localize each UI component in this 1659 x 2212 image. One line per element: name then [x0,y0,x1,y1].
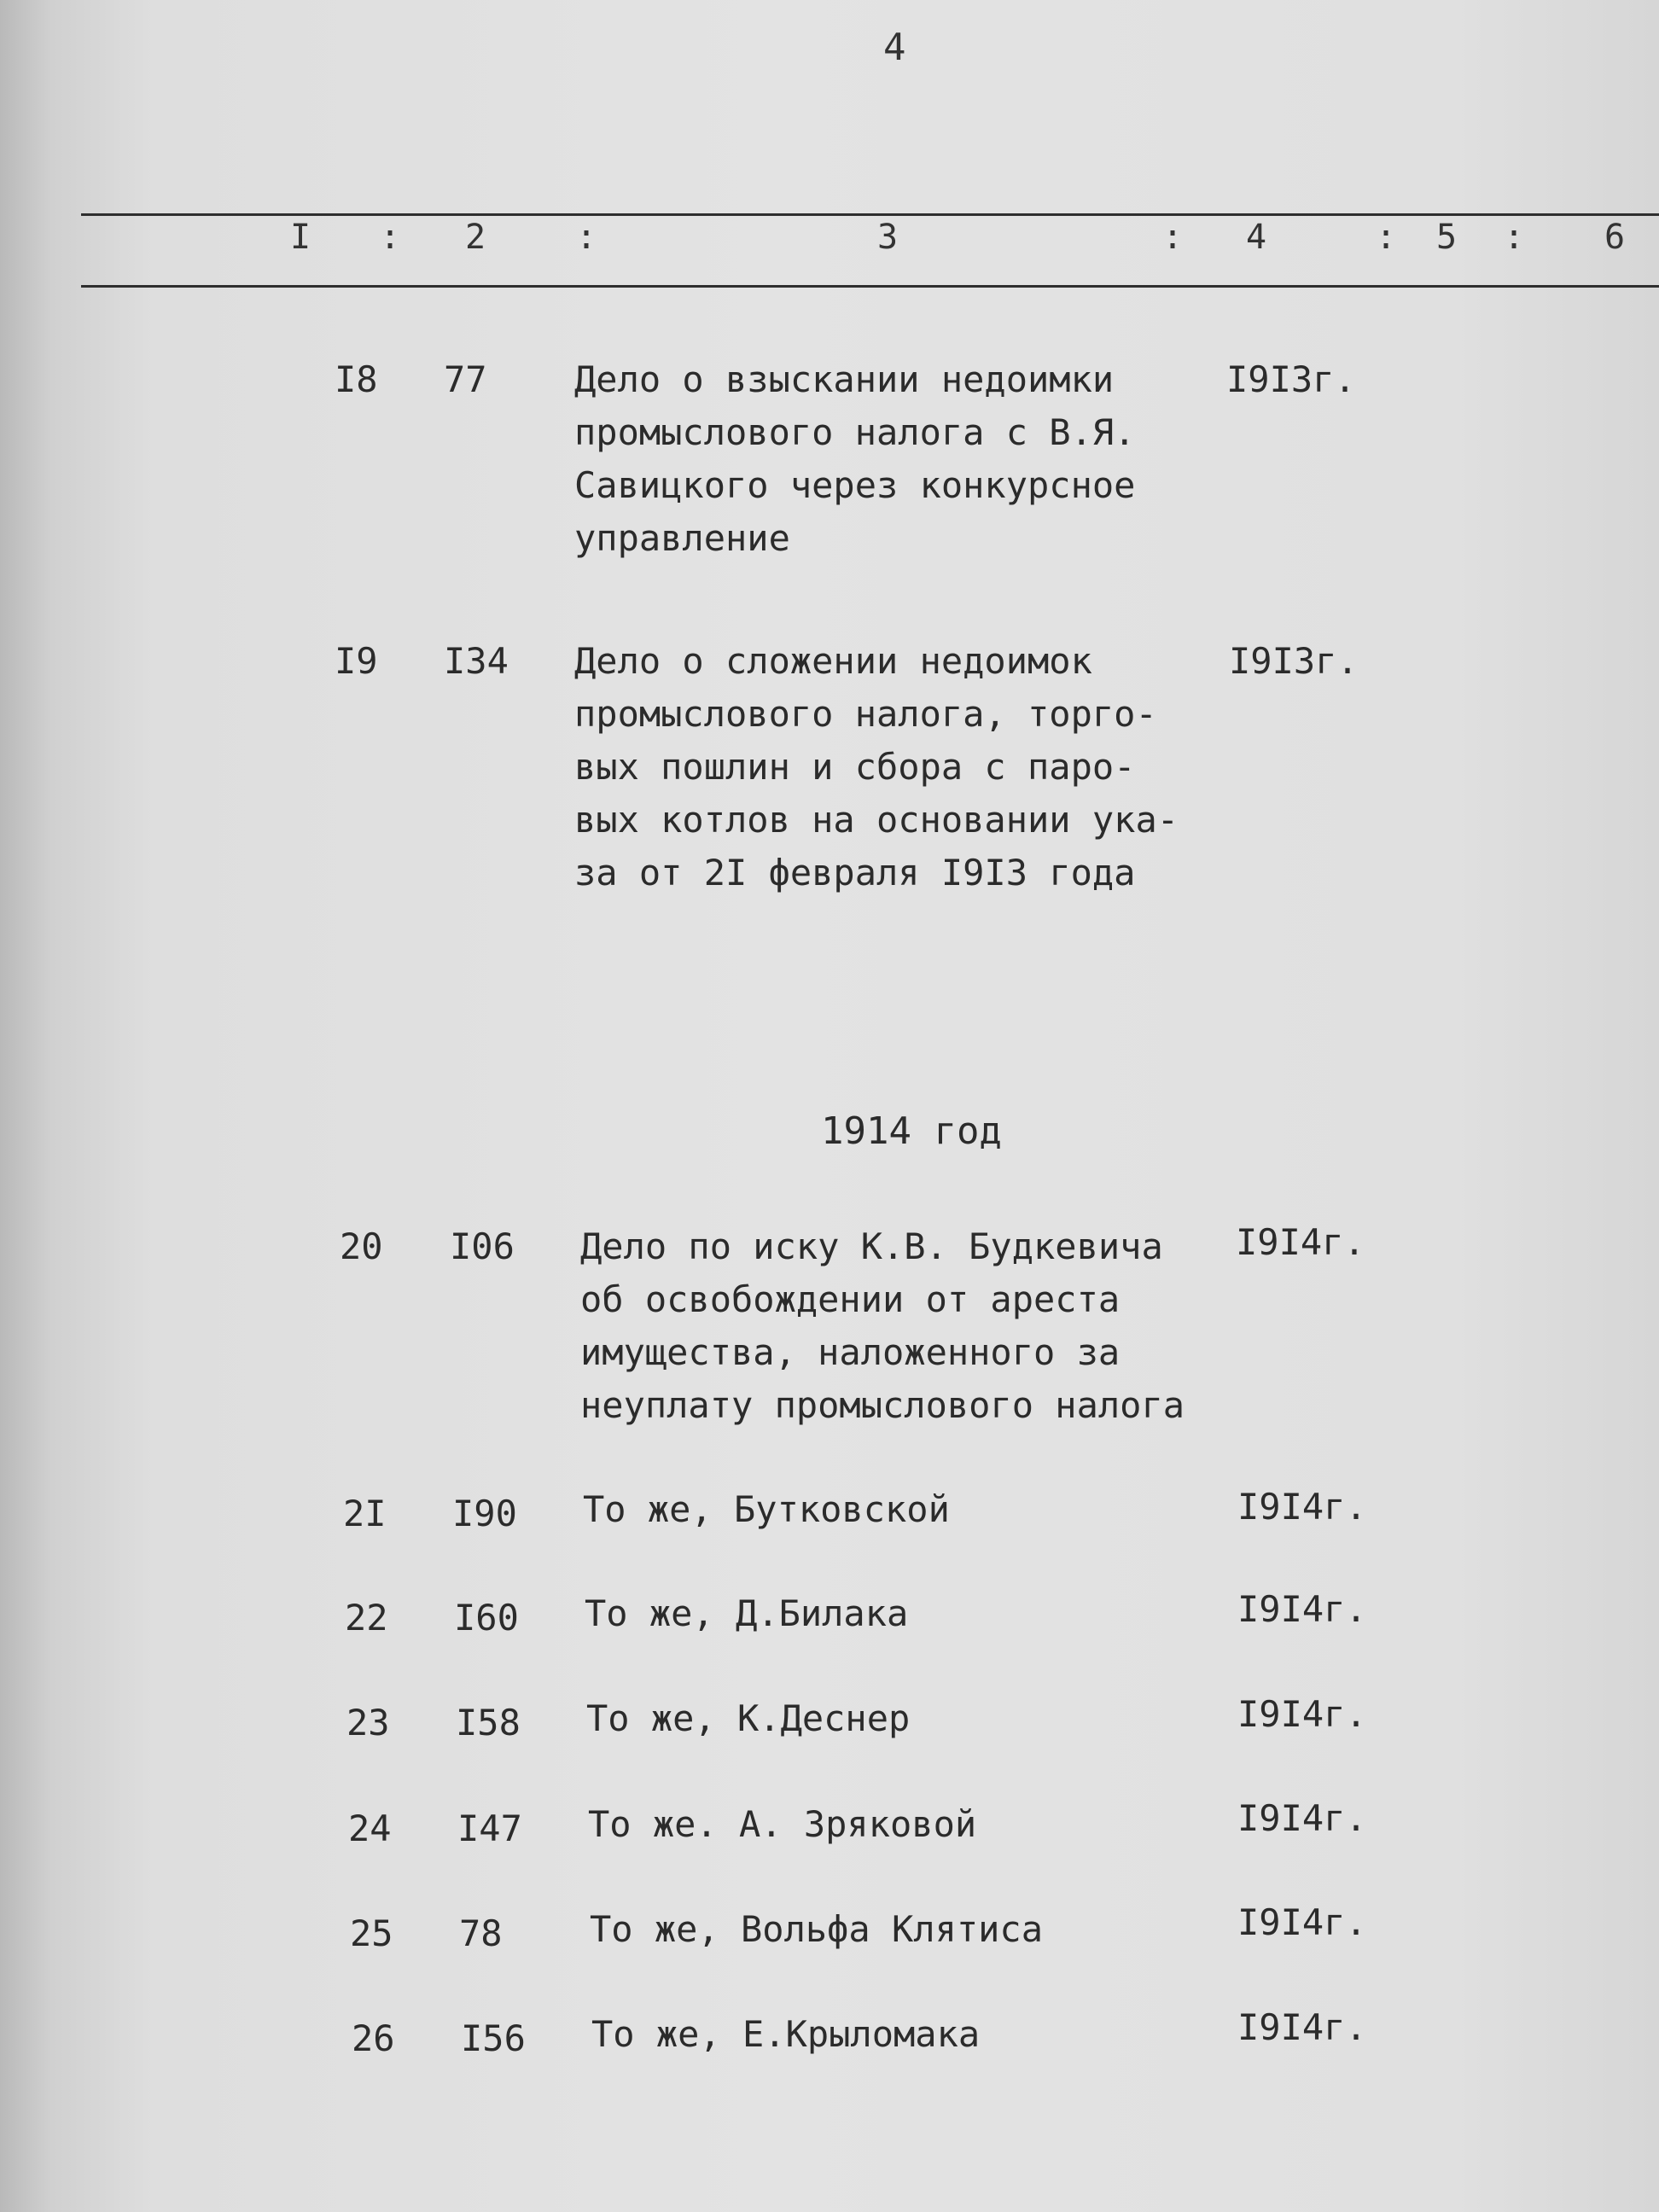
column-header-4: 4 [1246,218,1267,257]
description-line: об освобождении от ареста [580,1278,1121,1320]
case-number: I90 [452,1493,517,1534]
case-description [585,1587,908,1640]
case-date: I9I4г. [1236,1221,1365,1263]
case-date: I9I4г. [1237,1693,1367,1735]
column-header-5: 5 [1436,218,1458,257]
column-separator: : [380,218,401,257]
row-number: 2I [343,1493,387,1534]
case-date: I9I4г. [1237,1901,1367,1943]
column-header-3: 3 [877,218,899,257]
case-description [574,635,1179,899]
case-description [574,353,1135,565]
description-line: Дело по иску К.В. Будкевича [580,1225,1163,1267]
description-line: То же. А. Зряковой [588,1803,977,1845]
case-date: I9I4г. [1237,1486,1367,1528]
description-line: Дело о взыскании недоимки [574,358,1115,400]
case-date: I9I3г. [1229,640,1359,682]
case-date: I9I3г. [1226,358,1356,400]
case-date: I9I4г. [1237,1797,1367,1839]
case-number: I06 [450,1225,515,1267]
row-number: 23 [346,1702,390,1743]
description-line: вых котлов на основании ука- [574,799,1179,841]
row-number: I8 [335,358,378,400]
description-line: Дело о сложении недоимок [574,640,1092,682]
case-number: I56 [461,2017,526,2059]
case-date: I9I4г. [1237,1588,1367,1630]
header-top-rule [81,213,1659,216]
case-number: 78 [459,1912,503,1954]
case-description [580,1220,1185,1432]
column-header-6: 6 [1604,218,1626,257]
description-line: вых пошлин и сбора с паро- [574,746,1136,788]
page-number: 4 [883,26,906,69]
description-line: промыслового налога, торго- [574,693,1157,735]
row-number: 26 [352,2017,395,2059]
description-line: управление [574,517,790,559]
column-separator: : [576,218,597,257]
description-line: То же, Бутковской [583,1488,950,1530]
case-date: I9I4г. [1237,2006,1367,2048]
description-line: имущества, наложенного за [580,1331,1121,1373]
case-description [586,1692,910,1745]
case-number: I58 [456,1702,521,1743]
case-description [588,1798,976,1851]
row-number: 20 [340,1225,383,1267]
column-separator: : [1162,218,1184,257]
description-line: Савицкого через конкурсное [574,464,1136,506]
case-number: I34 [444,640,509,682]
case-description [583,1483,950,1536]
row-number: 24 [348,1807,392,1849]
description-line: То же, Д.Билака [585,1592,909,1634]
description-line: промыслового налога с В.Я. [574,411,1136,453]
case-number: I60 [454,1597,519,1639]
description-line: То же, К.Деснер [586,1697,911,1739]
row-number: I9 [335,640,378,682]
description-line: неуплату промыслового налога [580,1384,1185,1426]
row-number: 22 [345,1597,388,1639]
column-separator: : [1376,218,1397,257]
description-line: То же, Вольфа Клятиса [590,1908,1044,1950]
column-header-1: I [290,218,311,257]
case-number: 77 [444,358,487,400]
column-separator: : [1504,218,1525,257]
case-description [590,1903,1043,1956]
row-number: 25 [350,1912,393,1954]
column-header-2: 2 [465,218,486,257]
description-line: за от 2I февраля I9I3 года [574,852,1136,894]
case-number: I47 [457,1807,522,1849]
case-description [591,2008,980,2061]
header-bottom-rule [81,285,1659,288]
description-line: То же, Е.Крыломака [591,2013,981,2055]
section-year-heading: 1914 год [821,1109,1002,1153]
